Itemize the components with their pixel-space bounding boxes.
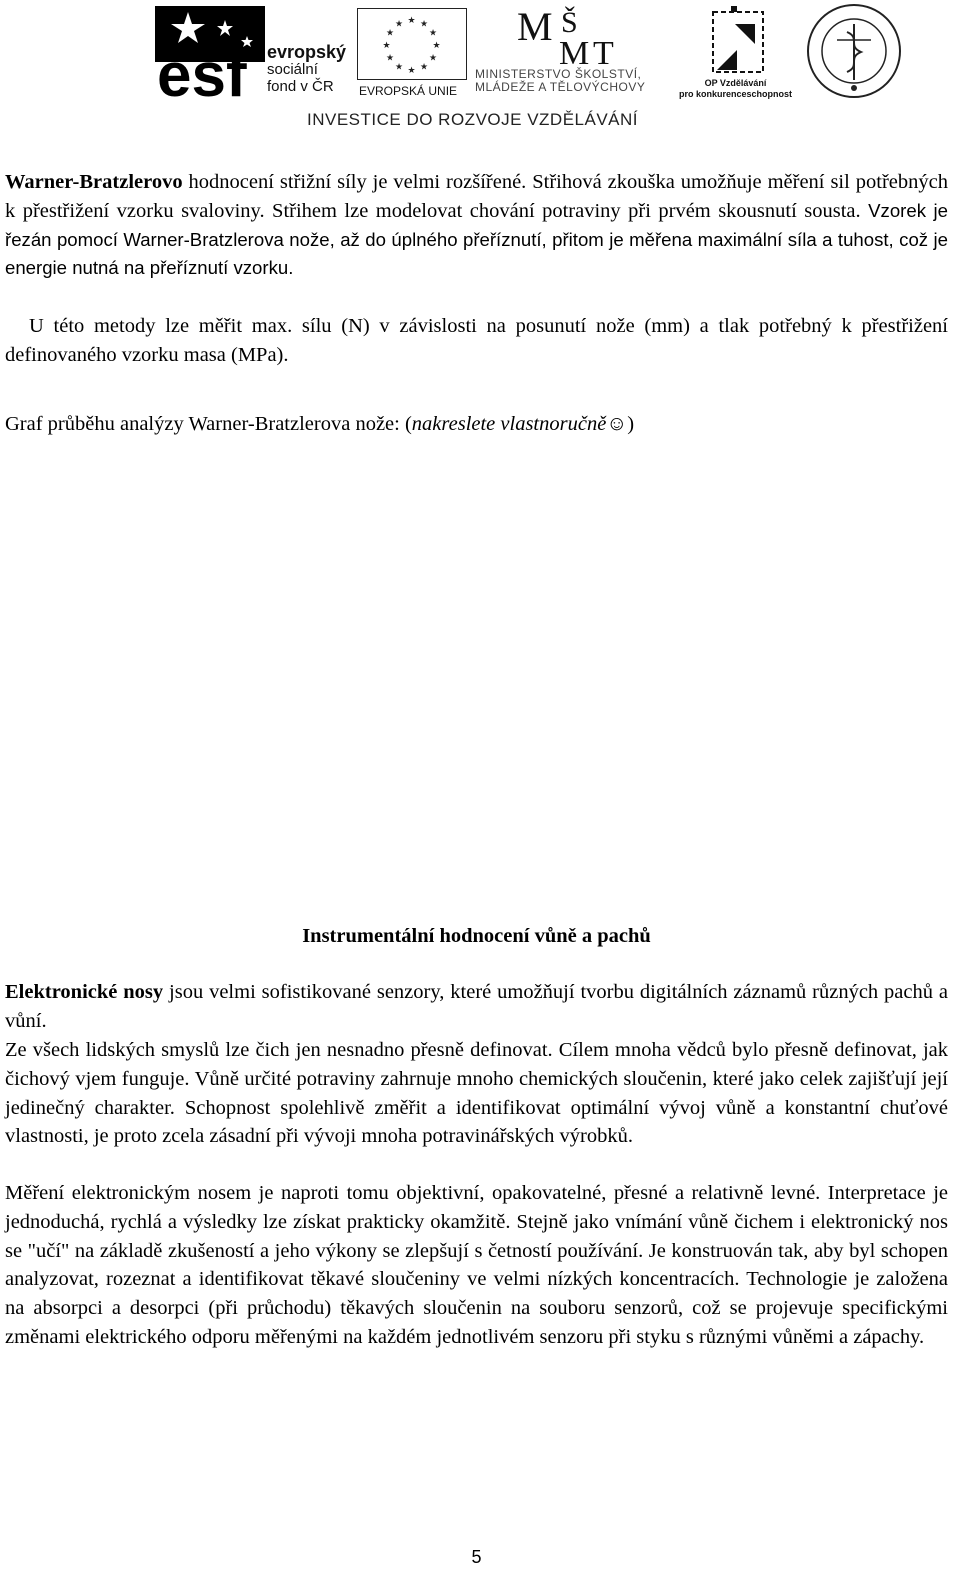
svg-text:★: ★ (432, 41, 441, 51)
university-seal (805, 2, 903, 100)
term-warner-bratzler: Warner-Bratzlerovo (5, 171, 183, 193)
svg-text:★: ★ (428, 28, 438, 39)
p3-italic-text: nakreslete vlastnoručně (411, 413, 607, 435)
esf-line2: sociální (267, 61, 318, 78)
svg-text:★: ★ (385, 28, 395, 39)
svg-text:T: T (593, 35, 614, 66)
svg-text:★: ★ (394, 62, 404, 73)
smiley-icon: ☺ (606, 413, 628, 435)
term-electronic-noses: Elektronické nosy (5, 981, 164, 1003)
esf-mark-icon (155, 6, 265, 98)
esf-wordmark (267, 44, 346, 95)
msmt-line2: MLÁDEŽE A TĚLOVÝCHOVY (475, 80, 646, 94)
svg-text:esf: esf (157, 41, 247, 98)
esf-logo (155, 6, 350, 98)
svg-text:★: ★ (382, 41, 391, 51)
eu-label: EVROPSKÁ UNIE (359, 84, 458, 98)
eu-logo (355, 8, 470, 98)
msmt-mark-icon (475, 4, 665, 66)
op-line1: OP Vzdělávání (704, 78, 767, 88)
msmt-logo (475, 4, 665, 100)
paragraph-method (5, 312, 948, 370)
seal-icon (805, 2, 903, 100)
paragraph-warner-bratzler (5, 168, 948, 283)
page-number: 5 (471, 1547, 482, 1567)
svg-text:M: M (517, 4, 553, 49)
eu-flag-icon (357, 8, 467, 80)
investment-slogan: INVESTICE DO ROZVOJE VZDĚLÁVÁNÍ (307, 110, 639, 129)
svg-text:★: ★ (428, 53, 438, 64)
p3-close: ) (627, 413, 635, 435)
esf-line1: evropský (267, 42, 347, 62)
op-line2: pro konkurenceschopnost (678, 89, 793, 99)
svg-text:★: ★ (394, 19, 404, 30)
paragraph-measurement: Měření elektronickým nosem je naproti tomu objektivní, opakovatelné, přesné a relativně levné. Interpretace je jednoduchá, rychlá a výsledky lze získat prakticky okamžitě. Stejně jako vnímání vůně čichem i elektronický nos se "učí" na základě zkušeností a jeho výkony se zlepšují s četností používání. Je konstruován tak, aby byl schopen analyzovat, rozeznat a identifikovat těkavé sloučeniny ve velmi nízkých koncentracích. Technologie je založena na absorpci a desorpci (při průchodu) těkavých sloučenin na souboru senzorů, což se projevuje specifickými změnami elektrického odporu měřenými na každém jednotlivém senzoru při styku s různými vůněmi a zápachy. (5, 1182, 948, 1348)
p1-sans-text: Vzorek je řezán pomocí Warner-Bratzlerova nože, až do úplného přeříznutí, přitom je měřena maximální síla a tuhost, což je energie nutná na přeříznutí vzorku. (5, 199, 948, 279)
svg-text:M: M (559, 35, 590, 66)
svg-text:★: ★ (419, 19, 429, 30)
header-logos (5, 0, 948, 135)
op-mark-icon (673, 4, 798, 76)
p4-text: jsou velmi sofistikované senzory, které umožňují tvorbu digitálních záznamů různých pachů a vůní. (5, 981, 948, 1032)
svg-text:★: ★ (407, 16, 416, 26)
op-wordmark (673, 78, 798, 100)
svg-text:★: ★ (407, 66, 416, 76)
svg-text:Š: Š (561, 6, 578, 39)
p3-text: Graf průběhu analýzy Warner-Bratzlerova nože: ( (5, 413, 412, 435)
p2-text: U této metody lze měřit max. sílu (N) v závislosti na posunutí nože (mm) a tlak potřebný k přestřižení definovaného vzorku masa (MPa). (5, 315, 948, 366)
op-logo (673, 4, 798, 100)
section-heading: Instrumentální hodnocení vůně a pachů (302, 925, 651, 947)
document-page (5, 0, 948, 1585)
msmt-wordmark (475, 68, 645, 94)
svg-text:★: ★ (385, 53, 395, 64)
graph-instruction (5, 410, 948, 439)
esf-line3: fond v ČR (267, 78, 334, 95)
msmt-line1: MINISTERSTVO ŠKOLSTVÍ, (475, 67, 642, 81)
svg-text:★: ★ (419, 62, 429, 73)
paragraph-electronic-noses (5, 978, 948, 1036)
p1-text: hodnocení střižní síly je velmi rozšířené. Střihová zkouška umožňuje měření sil potřebných k přestřižení vzorku svaloviny. Střihem lze modelovat chování potraviny při prvém skousnutí sousta. (5, 171, 948, 222)
paragraph-smell: Ze všech lidských smyslů lze čich jen nesnadno přesně definovat. Cílem mnoha vědců bylo přesně definovat, jak čichový vjem funguje. Vůně určité potraviny zahrnuje mnoho chemických sloučenin, které jako celek zajišťují její jedinečný charakter. Schopnost spolehlivě změřit a identifikovat optimální vývoj vůně a konstantní chuťové vlastnosti, je proto zcela zásadní při vývoji mnoha potravinářských výrobků. (5, 1039, 948, 1148)
